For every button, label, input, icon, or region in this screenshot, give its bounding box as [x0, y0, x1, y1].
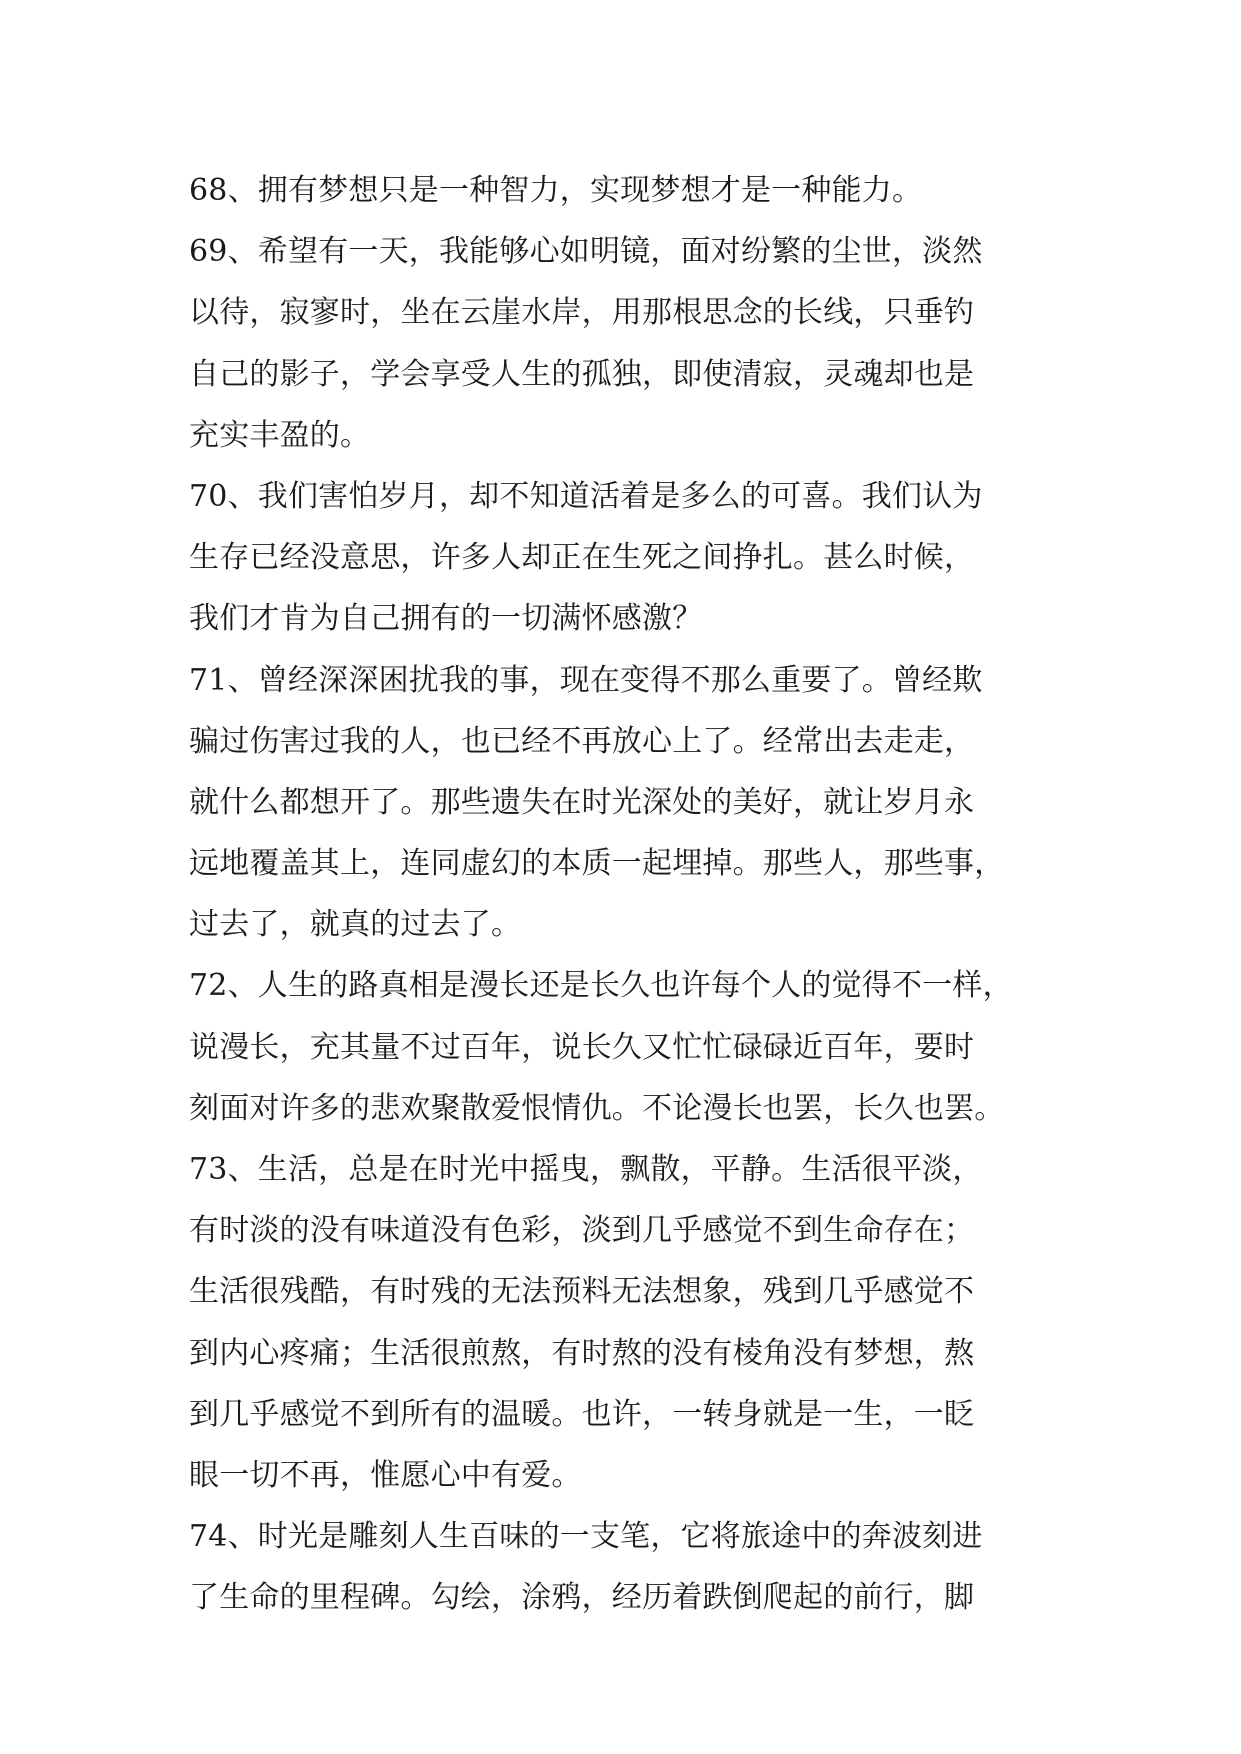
text-line: 骗过伤害过我的人，也已经不再放心上了。经常出去走走，	[189, 723, 975, 759]
text-line: 有时淡的没有味道没有色彩，淡到几乎感觉不到生命存在；	[189, 1213, 975, 1249]
text-line: 以待，寂寥时，坐在云崖水岸，用那根思念的长线，只垂钓	[189, 295, 975, 331]
text-line: 眼一切不再，惟愿心中有爱。	[189, 1457, 582, 1493]
document-body	[189, 160, 1069, 1629]
text-line: 刻面对许多的悲欢聚散爱恨情仇。不论漫长也罢，长久也罢。	[189, 1090, 1005, 1126]
text-line: 70、我们害怕岁月，却不知道活着是多么的可喜。我们认为	[189, 478, 983, 514]
text-line: 69、希望有一天，我能够心如明镜，面对纷繁的尘世，淡然	[189, 234, 983, 270]
text-line: 远地覆盖其上，连同虚幻的本质一起埋掉。那些人，那些事，	[189, 846, 1005, 882]
text-line: 过去了，就真的过去了。	[189, 907, 522, 943]
text-line: 72、人生的路真相是漫长还是长久也许每个人的觉得不一样，	[189, 968, 1013, 1004]
text-line: 生活很残酷，有时残的无法预料无法想象，残到几乎感觉不	[189, 1274, 975, 1310]
text-line: 71、曾经深深困扰我的事，现在变得不那么重要了。曾经欺	[189, 662, 983, 698]
text-line: 就什么都想开了。那些遗失在时光深处的美好，就让岁月永	[189, 784, 975, 820]
text-line: 68、拥有梦想只是一种智力，实现梦想才是一种能力。	[189, 173, 923, 208]
text-line: 73、生活，总是在时光中摇曳，飘散，平静。生活很平淡，	[189, 1152, 983, 1187]
text-line: 我们才肯为自己拥有的一切满怀感激？	[189, 601, 703, 637]
text-line: 自己的影子，学会享受人生的孤独，即使清寂，灵魂却也是	[189, 356, 975, 392]
text-line: 充实丰盈的。	[189, 417, 371, 453]
text-line: 生存已经没意思，许多人却正在生死之间挣扎。甚么时候，	[189, 540, 975, 576]
text-line: 到几乎感觉不到所有的温暖。也许，一转身就是一生，一眨	[189, 1396, 975, 1432]
text-line: 到内心疼痛；生活很煎熬，有时熬的没有棱角没有梦想，熬	[189, 1335, 975, 1371]
text-line: 了生命的里程碑。勾绘，涂鸦，经历着跌倒爬起的前行，脚	[189, 1580, 975, 1616]
text-line: 74、时光是雕刻人生百味的一支笔，它将旅途中的奔波刻进	[189, 1519, 983, 1555]
text-line: 说漫长，充其量不过百年，说长久又忙忙碌碌近百年，要时	[189, 1029, 975, 1065]
